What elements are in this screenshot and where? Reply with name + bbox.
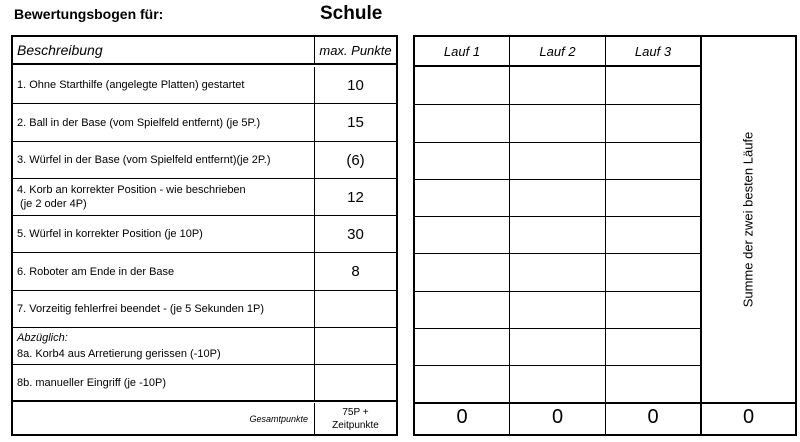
school-name: Schule <box>320 3 383 24</box>
total-label: Gesamtpunkte <box>13 403 315 434</box>
table-row <box>13 291 396 328</box>
column-header-description: Beschreibung <box>13 37 315 63</box>
criterion-max-points: 12 <box>347 188 364 206</box>
total-row <box>13 403 396 434</box>
column-divider <box>605 37 606 434</box>
total-max-points: 75P + Zeitpunkte <box>332 406 379 431</box>
run-2-total: 0 <box>551 405 564 428</box>
criterion-max-points <box>315 291 396 327</box>
deduction-description: Abzüglich: 8a. Korb4 aus Arretierung gerissen (-10P) <box>13 328 315 364</box>
criterion-description: 6. Roboter am Ende in der Base <box>13 253 315 290</box>
row-divider <box>415 216 701 217</box>
table-row <box>13 253 396 291</box>
run-1-total: 0 <box>456 405 468 428</box>
criterion-max-points: 15 <box>347 114 364 131</box>
row-divider <box>415 291 701 292</box>
runs-grid <box>413 35 797 436</box>
run-2-header: Lauf 2 <box>539 43 576 59</box>
row-divider <box>415 328 701 329</box>
row-divider <box>415 365 701 366</box>
criterion-description: 5. Würfel in korrekter Position (je 10P) <box>13 216 315 252</box>
row-divider <box>415 179 701 180</box>
run-3-total: 0 <box>647 405 659 428</box>
run-1-header: Lauf 1 <box>443 43 481 59</box>
deduction-max-points <box>315 328 396 364</box>
criterion-description: 3. Würfel in der Base (vom Spielfeld entfernt)(je 2P.) <box>13 142 315 178</box>
deduction-row <box>13 365 396 402</box>
form-title-label: Bewertungsbogen für: <box>14 6 164 22</box>
table-row <box>13 216 396 253</box>
row-divider <box>415 65 701 67</box>
deduction-max-points <box>315 365 396 400</box>
criterion-description: 2. Ball in der Base (vom Spielfeld entfernt) (je 5P.) <box>13 104 315 141</box>
criterion-max-points: 30 <box>347 225 364 243</box>
table-row <box>13 142 396 179</box>
deduction-row <box>13 328 396 365</box>
table-header-row <box>13 37 396 65</box>
row-divider <box>415 253 701 254</box>
criterion-description: 1. Ohne Starthilfe (angelegte Platten) gestartet <box>13 67 315 103</box>
column-divider <box>509 37 510 434</box>
run-3-header: Lauf 3 <box>634 43 672 59</box>
deduction-description: 8b. manueller Eingriff (je -10P) <box>13 365 315 400</box>
table-row <box>13 179 396 216</box>
deduction-heading: Abzüglich: <box>17 332 68 344</box>
criterion-description: 4. Korb an korrekter Position - wie beschrieben (je 2 oder 4P) <box>13 179 315 215</box>
best-two-sum-label: Summe der zwei besten Läufe <box>740 131 756 308</box>
criterion-max-points: (6) <box>346 151 365 169</box>
criterion-max-points: 8 <box>351 263 360 280</box>
column-header-max-points: max. Punkte <box>319 42 392 58</box>
criterion-description: 7. Vorzeitig fehlerfrei beendet - (je 5 Sekunden 1P) <box>13 291 315 327</box>
table-row <box>13 104 396 142</box>
row-divider <box>415 104 701 105</box>
criterion-max-points: 10 <box>347 76 364 94</box>
table-row <box>13 67 396 104</box>
best-two-sum-total: 0 <box>742 405 755 428</box>
criteria-table <box>11 35 398 436</box>
row-divider <box>415 142 701 143</box>
